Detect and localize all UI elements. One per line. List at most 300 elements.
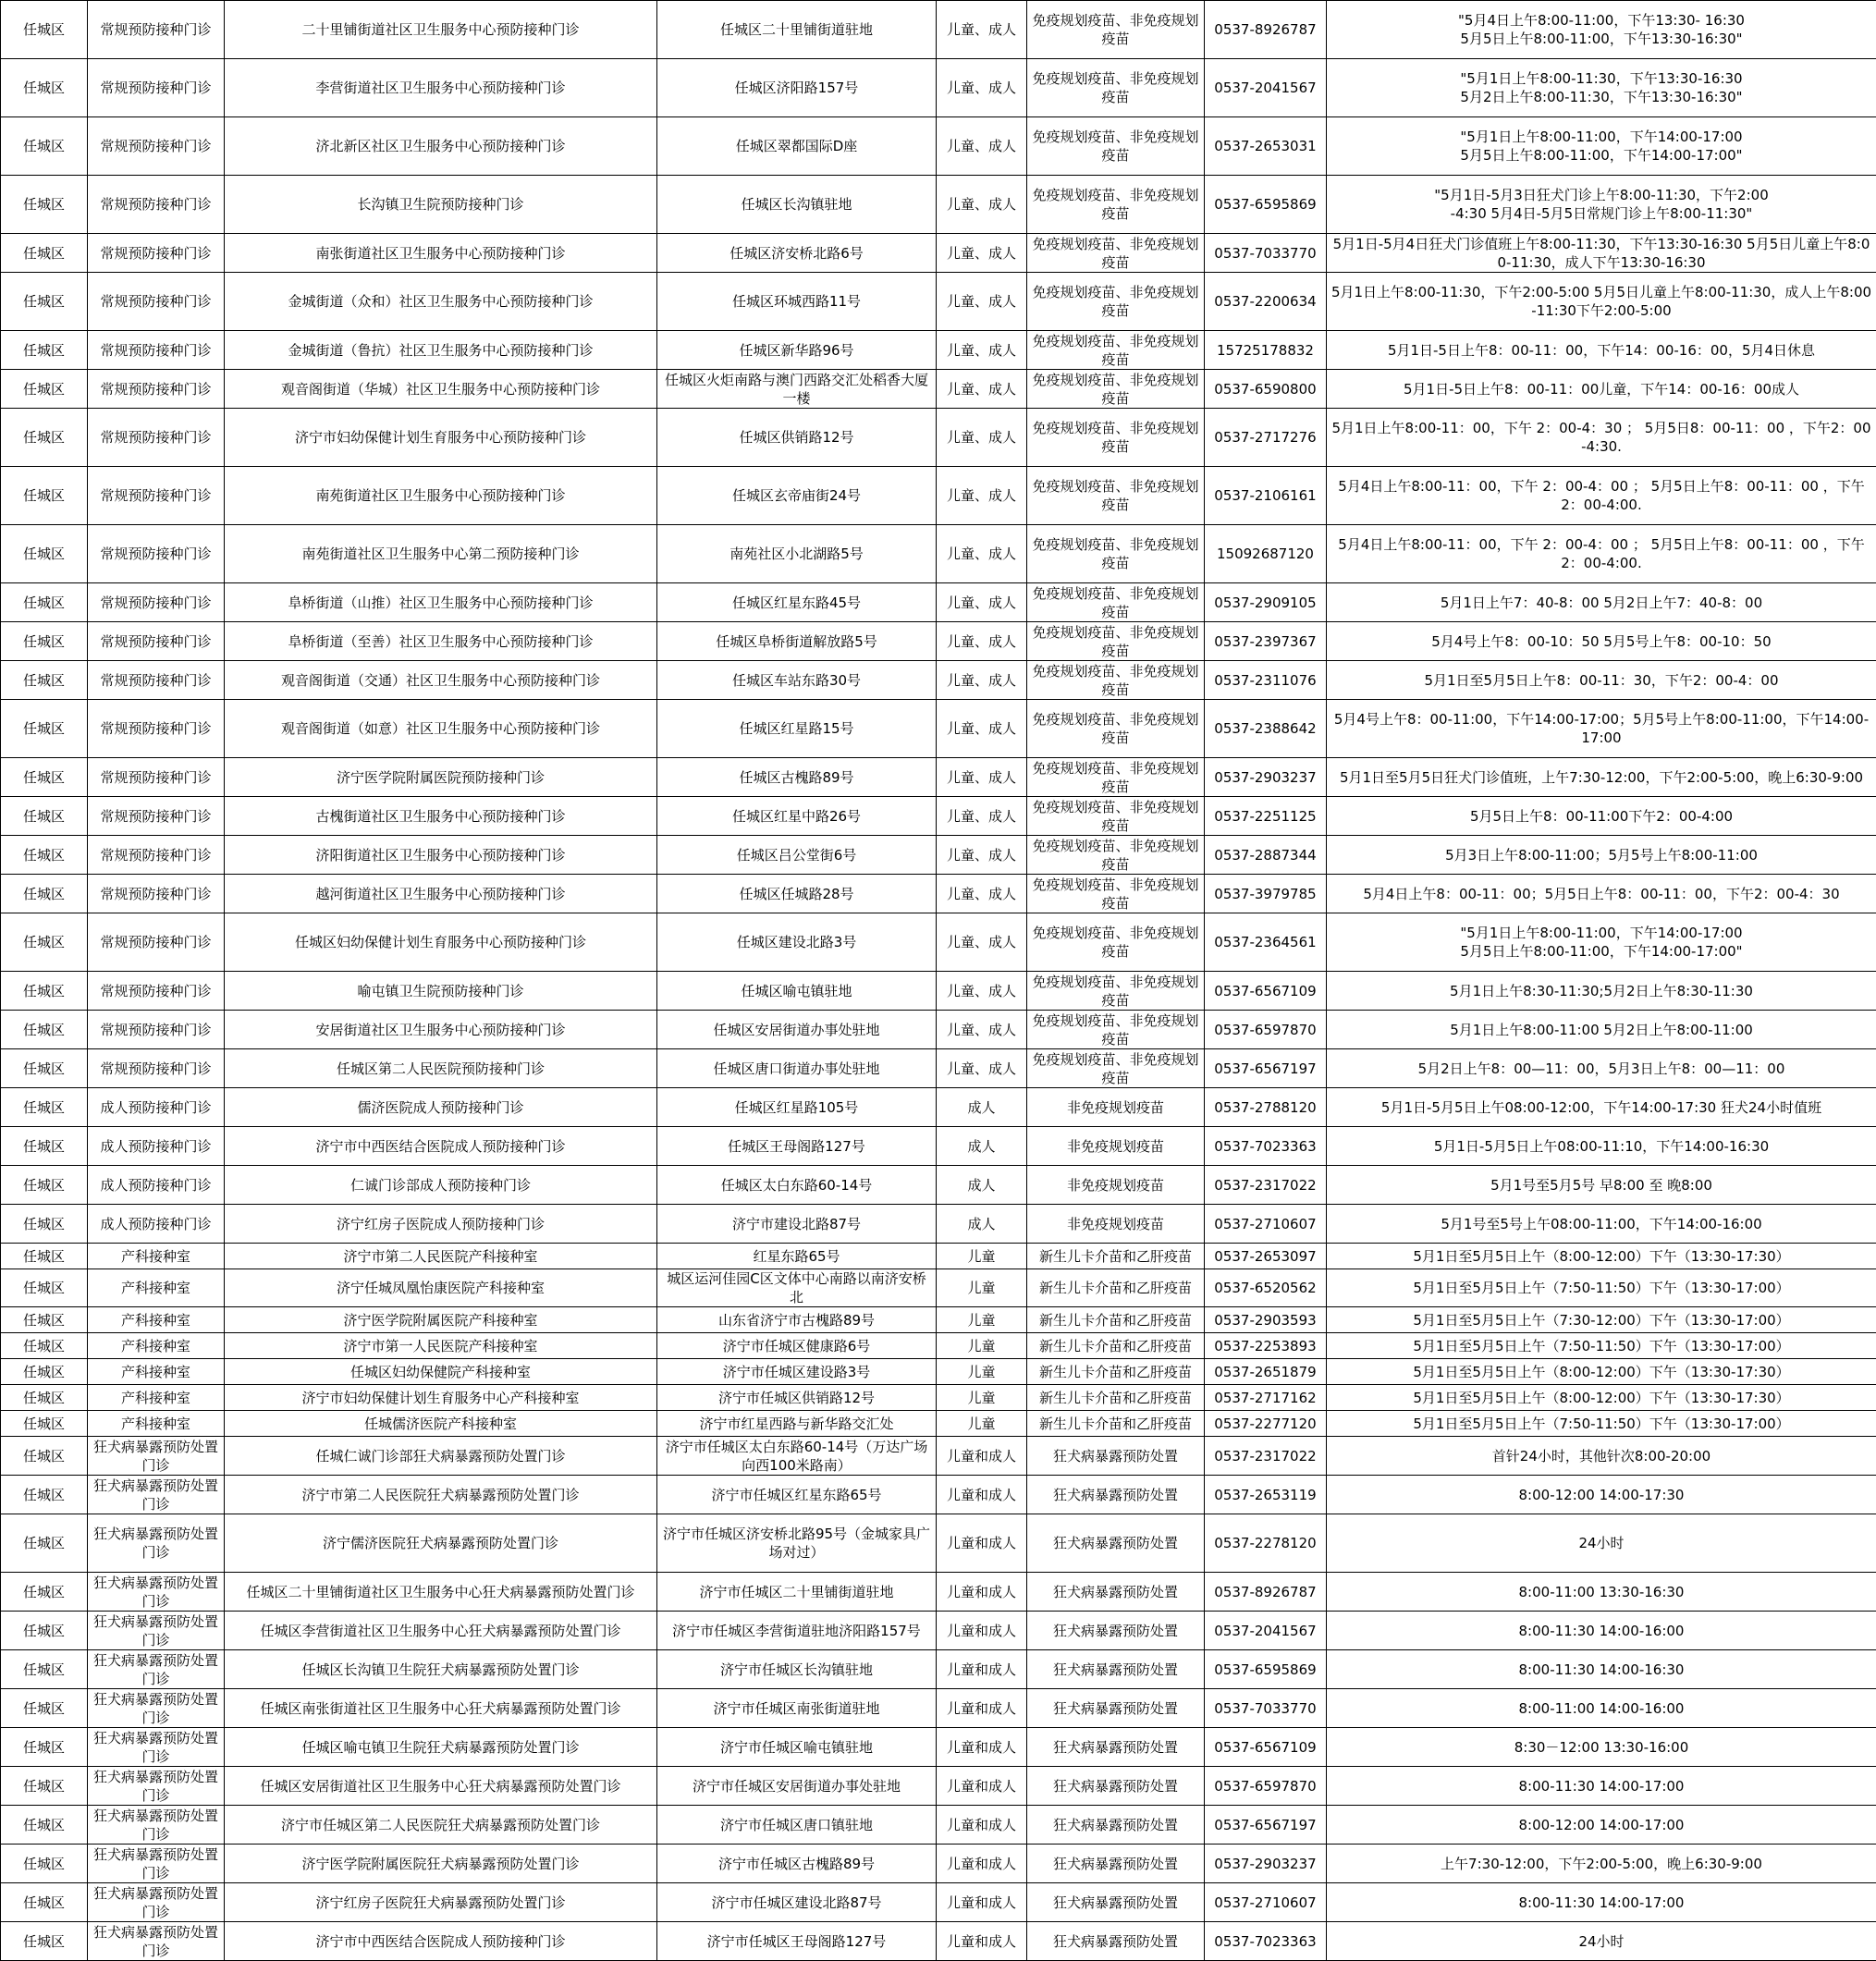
- clinic-type-cell: 产科接种室: [88, 1269, 225, 1307]
- district-cell: 任城区: [1, 836, 88, 875]
- address-cell: 任城区任城路28号: [657, 875, 937, 913]
- clinic-type-cell: 狂犬病暴露预防处置门诊: [88, 1767, 225, 1806]
- table-row: [1, 234, 1876, 273]
- clinic-type-cell: 狂犬病暴露预防处置门诊: [88, 1437, 225, 1476]
- clinic-name-cell: 阜桥街道（至善）社区卫生服务中心预防接种门诊: [225, 622, 657, 661]
- service-target-cell: 儿童和成人: [937, 1883, 1027, 1922]
- clinic-name-cell: 济宁市中西医结合医院成人预防接种门诊: [225, 1127, 657, 1166]
- clinic-name-cell: 济宁医学院附属医院预防接种门诊: [225, 758, 657, 797]
- district-cell: 任城区: [1, 234, 88, 273]
- address-cell: 济宁市任城区太白东路60-14号（万达广场向西100米路南）: [657, 1437, 937, 1476]
- address-cell: 济宁市建设北路87号: [657, 1205, 937, 1244]
- service-target-cell: 儿童: [937, 1269, 1027, 1307]
- clinic-name-cell: 任城儒济医院产科接种室: [225, 1411, 657, 1437]
- service-hours-cell: 5月5日上午8：00-11:00下午2：00-4:00: [1327, 797, 1876, 836]
- service-target-cell: 儿童: [937, 1359, 1027, 1385]
- phone-cell: 0537-2909105: [1205, 583, 1327, 622]
- service-target-cell: 儿童、成人: [937, 176, 1027, 234]
- district-cell: 任城区: [1, 1049, 88, 1088]
- district-cell: 任城区: [1, 1922, 88, 1961]
- vaccine-type-cell: 狂犬病暴露预防处置: [1027, 1883, 1205, 1922]
- service-hours-cell: 5月4日上午8:00-11：00，下午 2：00-4：00 ； 5月5日上午8：00-11：00 ，下午2：00-4:00.: [1327, 525, 1876, 583]
- phone-cell: 0537-6590800: [1205, 370, 1327, 409]
- service-target-cell: 成人: [937, 1127, 1027, 1166]
- clinic-name-cell: 安居街道社区卫生服务中心预防接种门诊: [225, 1011, 657, 1049]
- vaccine-type-cell: 免疫规划疫苗、非免疫规划疫苗: [1027, 972, 1205, 1011]
- district-cell: 任城区: [1, 622, 88, 661]
- phone-cell: 0537-2717276: [1205, 409, 1327, 467]
- vaccine-type-cell: 新生儿卡介苗和乙肝疫苗: [1027, 1385, 1205, 1411]
- district-cell: 任城区: [1, 1127, 88, 1166]
- service-hours-cell: 5月1日至5月5日上午（7:30-12:00）下午（13:30-17:00）: [1327, 1307, 1876, 1333]
- service-hours-cell: 8:00-11:00 13:30-16:30: [1327, 1573, 1876, 1612]
- address-cell: 济宁市任城区南张街道驻地: [657, 1689, 937, 1728]
- clinic-type-cell: 产科接种室: [88, 1411, 225, 1437]
- clinic-name-cell: 济宁市妇幼保健计划生育服务中心产科接种室: [225, 1385, 657, 1411]
- clinic-name-cell: 南张街道社区卫生服务中心预防接种门诊: [225, 234, 657, 273]
- service-target-cell: 成人: [937, 1166, 1027, 1205]
- table-row: [1, 467, 1876, 525]
- vaccine-type-cell: 免疫规划疫苗、非免疫规划疫苗: [1027, 467, 1205, 525]
- district-cell: 任城区: [1, 1411, 88, 1437]
- table-row: [1, 1650, 1876, 1689]
- clinic-type-cell: 常规预防接种门诊: [88, 875, 225, 913]
- vaccine-type-cell: 免疫规划疫苗、非免疫规划疫苗: [1027, 234, 1205, 273]
- phone-cell: 0537-2653119: [1205, 1476, 1327, 1514]
- clinic-name-cell: 儒济医院成人预防接种门诊: [225, 1088, 657, 1127]
- service-target-cell: 儿童、成人: [937, 409, 1027, 467]
- table-row: [1, 1269, 1876, 1307]
- address-cell: 任城区吕公堂街6号: [657, 836, 937, 875]
- address-cell: 任城区火炬南路与澳门西路交汇处稻香大厦一楼: [657, 370, 937, 409]
- clinic-name-cell: 观音阁街道（交通）社区卫生服务中心预防接种门诊: [225, 661, 657, 700]
- clinic-type-cell: 产科接种室: [88, 1333, 225, 1359]
- phone-cell: 0537-2710607: [1205, 1205, 1327, 1244]
- service-target-cell: 儿童和成人: [937, 1612, 1027, 1650]
- phone-cell: 0537-6520562: [1205, 1269, 1327, 1307]
- vaccine-type-cell: 免疫规划疫苗、非免疫规划疫苗: [1027, 409, 1205, 467]
- clinic-type-cell: 常规预防接种门诊: [88, 117, 225, 176]
- vaccine-type-cell: 狂犬病暴露预防处置: [1027, 1806, 1205, 1845]
- service-hours-cell: 上午7:30-12:00，下午2:00-5:00，晚上6:30-9:00: [1327, 1845, 1876, 1883]
- table-row: [1, 331, 1876, 370]
- clinic-name-cell: 阜桥街道（山推）社区卫生服务中心预防接种门诊: [225, 583, 657, 622]
- vaccine-type-cell: 免疫规划疫苗、非免疫规划疫苗: [1027, 875, 1205, 913]
- phone-cell: 0537-2903237: [1205, 758, 1327, 797]
- vaccine-type-cell: 非免疫规划疫苗: [1027, 1088, 1205, 1127]
- address-cell: 南苑社区小北湖路5号: [657, 525, 937, 583]
- phone-cell: 0537-6595869: [1205, 176, 1327, 234]
- clinic-type-cell: 常规预防接种门诊: [88, 234, 225, 273]
- clinic-name-cell: 济宁市中西医结合医院成人预防接种门诊: [225, 1922, 657, 1961]
- service-hours-cell: 5月1日-5月5日上午08:00-11:10，下午14:00-16:30: [1327, 1127, 1876, 1166]
- service-target-cell: 儿童: [937, 1411, 1027, 1437]
- address-cell: 任城区车站东路30号: [657, 661, 937, 700]
- service-target-cell: 儿童和成人: [937, 1437, 1027, 1476]
- address-cell: 济宁市任城区唐口镇驻地: [657, 1806, 937, 1845]
- service-target-cell: 儿童、成人: [937, 836, 1027, 875]
- vaccine-type-cell: 免疫规划疫苗、非免疫规划疫苗: [1027, 661, 1205, 700]
- service-target-cell: 儿童和成人: [937, 1922, 1027, 1961]
- service-hours-cell: 5月1号至5月5号 早8:00 至 晚8:00: [1327, 1166, 1876, 1205]
- address-cell: 任城区建设北路3号: [657, 913, 937, 972]
- vaccine-type-cell: 狂犬病暴露预防处置: [1027, 1612, 1205, 1650]
- district-cell: 任城区: [1, 1514, 88, 1573]
- phone-cell: 0537-2653097: [1205, 1244, 1327, 1269]
- table-row: [1, 1011, 1876, 1049]
- address-cell: 任城区济安桥北路6号: [657, 234, 937, 273]
- table-row: [1, 59, 1876, 117]
- phone-cell: 0537-3979785: [1205, 875, 1327, 913]
- table-row: [1, 875, 1876, 913]
- clinic-name-cell: 金城街道（鲁抗）社区卫生服务中心预防接种门诊: [225, 331, 657, 370]
- address-cell: 济宁市任城区安居街道办事处驻地: [657, 1767, 937, 1806]
- clinic-name-cell: 任城区安居街道社区卫生服务中心狂犬病暴露预防处置门诊: [225, 1767, 657, 1806]
- address-cell: 济宁市任城区健康路6号: [657, 1333, 937, 1359]
- clinic-type-cell: 常规预防接种门诊: [88, 661, 225, 700]
- vaccine-type-cell: 免疫规划疫苗、非免疫规划疫苗: [1027, 700, 1205, 758]
- vaccine-type-cell: 新生儿卡介苗和乙肝疫苗: [1027, 1359, 1205, 1385]
- service-hours-cell: 5月1日上午8:00-11：00，下午 2：00-4：30 ； 5月5日8：00-11：00 ，下午2：00-4:30.: [1327, 409, 1876, 467]
- service-target-cell: 儿童和成人: [937, 1573, 1027, 1612]
- service-target-cell: 儿童: [937, 1244, 1027, 1269]
- table-row: [1, 622, 1876, 661]
- table-row: [1, 1476, 1876, 1514]
- vaccine-type-cell: 免疫规划疫苗、非免疫规划疫苗: [1027, 525, 1205, 583]
- service-hours-cell: 5月1日上午8:00-11:00 5月2日上午8:00-11:00: [1327, 1011, 1876, 1049]
- clinic-name-cell: 任城区李营街道社区卫生服务中心狂犬病暴露预防处置门诊: [225, 1612, 657, 1650]
- service-hours-cell: 5月1日至5月5日上午（7:50-11:50）下午（13:30-17:00）: [1327, 1333, 1876, 1359]
- district-cell: 任城区: [1, 1650, 88, 1689]
- district-cell: 任城区: [1, 1806, 88, 1845]
- district-cell: 任城区: [1, 370, 88, 409]
- vaccine-type-cell: 新生儿卡介苗和乙肝疫苗: [1027, 1333, 1205, 1359]
- district-cell: 任城区: [1, 273, 88, 331]
- clinic-name-cell: 济宁医学院附属医院产科接种室: [225, 1307, 657, 1333]
- phone-cell: 0537-2903237: [1205, 1845, 1327, 1883]
- vaccine-type-cell: 狂犬病暴露预防处置: [1027, 1767, 1205, 1806]
- phone-cell: 0537-2200634: [1205, 273, 1327, 331]
- service-target-cell: 儿童、成人: [937, 1011, 1027, 1049]
- vaccine-type-cell: 新生儿卡介苗和乙肝疫苗: [1027, 1269, 1205, 1307]
- district-cell: 任城区: [1, 700, 88, 758]
- vaccine-type-cell: 免疫规划疫苗、非免疫规划疫苗: [1027, 758, 1205, 797]
- service-hours-cell: 8:30－12:00 13:30-16:00: [1327, 1728, 1876, 1767]
- district-cell: 任城区: [1, 59, 88, 117]
- vaccine-type-cell: 新生儿卡介苗和乙肝疫苗: [1027, 1307, 1205, 1333]
- table-row: [1, 1127, 1876, 1166]
- address-cell: 任城区阜桥街道解放路5号: [657, 622, 937, 661]
- table-row: [1, 1573, 1876, 1612]
- phone-cell: 0537-6567197: [1205, 1806, 1327, 1845]
- phone-cell: 0537-6597870: [1205, 1767, 1327, 1806]
- service-hours-cell: 5月1日上午8:30-11:30;5月2日上午8:30-11:30: [1327, 972, 1876, 1011]
- clinic-name-cell: 二十里铺街道社区卫生服务中心预防接种门诊: [225, 1, 657, 59]
- clinic-name-cell: 济宁红房子医院成人预防接种门诊: [225, 1205, 657, 1244]
- service-hours-cell: 8:00-11:30 14:00-16:30: [1327, 1650, 1876, 1689]
- district-cell: 任城区: [1, 583, 88, 622]
- service-hours-cell: 8:00-11:00 14:00-16:00: [1327, 1689, 1876, 1728]
- clinic-type-cell: 狂犬病暴露预防处置门诊: [88, 1728, 225, 1767]
- service-target-cell: 儿童、成人: [937, 758, 1027, 797]
- service-target-cell: 儿童: [937, 1307, 1027, 1333]
- clinic-type-cell: 常规预防接种门诊: [88, 1049, 225, 1088]
- district-cell: 任城区: [1, 913, 88, 972]
- address-cell: 济宁市任城区红星东路65号: [657, 1476, 937, 1514]
- service-hours-cell: "5月1日上午8:00-11:30，下午13:30-16:30 5月2日上午8:00-11:30，下午13:30-16:30": [1327, 59, 1876, 117]
- address-cell: 任城区环城西路11号: [657, 273, 937, 331]
- clinic-type-cell: 常规预防接种门诊: [88, 797, 225, 836]
- table-row: [1, 700, 1876, 758]
- clinic-name-cell: 任城区第二人民医院预防接种门诊: [225, 1049, 657, 1088]
- district-cell: 任城区: [1, 1088, 88, 1127]
- clinic-type-cell: 狂犬病暴露预防处置门诊: [88, 1650, 225, 1689]
- address-cell: 济宁市任城区供销路12号: [657, 1385, 937, 1411]
- clinic-type-cell: 常规预防接种门诊: [88, 972, 225, 1011]
- service-target-cell: 儿童: [937, 1385, 1027, 1411]
- address-cell: 任城区古槐路89号: [657, 758, 937, 797]
- service-hours-cell: 8:00-11:30 14:00-17:00: [1327, 1883, 1876, 1922]
- service-hours-cell: 5月1日-5月5日上午08:00-12:00，下午14:00-17:30 狂犬24小时值班: [1327, 1088, 1876, 1127]
- clinic-type-cell: 狂犬病暴露预防处置门诊: [88, 1689, 225, 1728]
- vaccine-type-cell: 狂犬病暴露预防处置: [1027, 1573, 1205, 1612]
- address-cell: 红星东路65号: [657, 1244, 937, 1269]
- district-cell: 任城区: [1, 1767, 88, 1806]
- service-hours-cell: "5月4日上午8:00-11:00，下午13:30- 16:30 5月5日上午8:00-11:00，下午13:30-16:30": [1327, 1, 1876, 59]
- vaccine-type-cell: 非免疫规划疫苗: [1027, 1127, 1205, 1166]
- table-row: [1, 1922, 1876, 1961]
- service-target-cell: 儿童、成人: [937, 234, 1027, 273]
- clinic-name-cell: 济北新区社区卫生服务中心预防接种门诊: [225, 117, 657, 176]
- clinic-type-cell: 产科接种室: [88, 1385, 225, 1411]
- table-row: [1, 1166, 1876, 1205]
- phone-cell: 0537-6595869: [1205, 1650, 1327, 1689]
- address-cell: 任城区红星路15号: [657, 700, 937, 758]
- table-row: [1, 797, 1876, 836]
- district-cell: 任城区: [1, 661, 88, 700]
- table-row: [1, 1612, 1876, 1650]
- service-target-cell: 儿童和成人: [937, 1728, 1027, 1767]
- phone-cell: 0537-6597870: [1205, 1011, 1327, 1049]
- address-cell: 任城区太白东路60-14号: [657, 1166, 937, 1205]
- clinic-type-cell: 常规预防接种门诊: [88, 59, 225, 117]
- phone-cell: 0537-2317022: [1205, 1166, 1327, 1205]
- table-row: [1, 1437, 1876, 1476]
- vaccine-type-cell: 非免疫规划疫苗: [1027, 1205, 1205, 1244]
- phone-cell: 0537-2903593: [1205, 1307, 1327, 1333]
- service-hours-cell: 5月4日上午8：00-11：00；5月5日上午8：00-11：00，下午2：00-4：30: [1327, 875, 1876, 913]
- district-cell: 任城区: [1, 1244, 88, 1269]
- district-cell: 任城区: [1, 875, 88, 913]
- service-hours-cell: 5月1日至5月5日上午（8:00-12:00）下午（13:30-17:30）: [1327, 1359, 1876, 1385]
- address-cell: 山东省济宁市古槐路89号: [657, 1307, 937, 1333]
- service-hours-cell: 24小时: [1327, 1922, 1876, 1961]
- district-cell: 任城区: [1, 467, 88, 525]
- table-row: [1, 1845, 1876, 1883]
- clinic-type-cell: 常规预防接种门诊: [88, 525, 225, 583]
- service-target-cell: 成人: [937, 1088, 1027, 1127]
- district-cell: 任城区: [1, 176, 88, 234]
- address-cell: 济宁市任城区古槐路89号: [657, 1845, 937, 1883]
- service-hours-cell: 5月1日至5月5日上午（8:00-12:00）下午（13:30-17:30）: [1327, 1385, 1876, 1411]
- clinic-name-cell: 任城区妇幼保健计划生育服务中心预防接种门诊: [225, 913, 657, 972]
- phone-cell: 0537-2388642: [1205, 700, 1327, 758]
- service-target-cell: 儿童、成人: [937, 273, 1027, 331]
- service-hours-cell: 5月1日-5日上午8：00-11：00儿童，下午14：00-16：00成人: [1327, 370, 1876, 409]
- phone-cell: 0537-2041567: [1205, 59, 1327, 117]
- district-cell: 任城区: [1, 331, 88, 370]
- phone-cell: 0537-2278120: [1205, 1514, 1327, 1573]
- vaccine-type-cell: 免疫规划疫苗、非免疫规划疫苗: [1027, 176, 1205, 234]
- clinic-type-cell: 常规预防接种门诊: [88, 176, 225, 234]
- address-cell: 任城区红星路105号: [657, 1088, 937, 1127]
- table-row: [1, 1514, 1876, 1573]
- address-cell: 任城区王母阁路127号: [657, 1127, 937, 1166]
- clinic-type-cell: 狂犬病暴露预防处置门诊: [88, 1922, 225, 1961]
- service-hours-cell: 5月1日-5日上午8：00-11：00，下午14：00-16：00，5月4日休息: [1327, 331, 1876, 370]
- service-target-cell: 儿童和成人: [937, 1845, 1027, 1883]
- phone-cell: 0537-2251125: [1205, 797, 1327, 836]
- clinic-type-cell: 成人预防接种门诊: [88, 1205, 225, 1244]
- address-cell: 济宁市任城区济安桥北路95号（金城家具广场对过）: [657, 1514, 937, 1573]
- district-cell: 任城区: [1, 1166, 88, 1205]
- service-hours-cell: 8:00-11:30 14:00-16:00: [1327, 1612, 1876, 1650]
- clinic-name-cell: 任城仁诚门诊部狂犬病暴露预防处置门诊: [225, 1437, 657, 1476]
- service-target-cell: 儿童、成人: [937, 59, 1027, 117]
- table-row: [1, 1806, 1876, 1845]
- phone-cell: 0537-6567197: [1205, 1049, 1327, 1088]
- service-hours-cell: 8:00-12:00 14:00-17:30: [1327, 1476, 1876, 1514]
- clinic-type-cell: 狂犬病暴露预防处置门诊: [88, 1883, 225, 1922]
- service-hours-cell: 5月3日上午8:00-11:00；5月5号上午8:00-11:00: [1327, 836, 1876, 875]
- phone-cell: 0537-2788120: [1205, 1088, 1327, 1127]
- clinic-type-cell: 常规预防接种门诊: [88, 622, 225, 661]
- district-cell: 任城区: [1, 1728, 88, 1767]
- table-row: [1, 1689, 1876, 1728]
- address-cell: 任城区翠都国际D座: [657, 117, 937, 176]
- vaccine-type-cell: 免疫规划疫苗、非免疫规划疫苗: [1027, 370, 1205, 409]
- clinic-type-cell: 成人预防接种门诊: [88, 1166, 225, 1205]
- service-target-cell: 儿童、成人: [937, 467, 1027, 525]
- clinic-type-cell: 常规预防接种门诊: [88, 409, 225, 467]
- district-cell: 任城区: [1, 1385, 88, 1411]
- service-hours-cell: 5月1日至5月5日上午（7:50-11:50）下午（13:30-17:00）: [1327, 1411, 1876, 1437]
- vaccine-type-cell: 狂犬病暴露预防处置: [1027, 1514, 1205, 1573]
- district-cell: 任城区: [1, 409, 88, 467]
- phone-cell: 0537-2397367: [1205, 622, 1327, 661]
- address-cell: 任城区安居街道办事处驻地: [657, 1011, 937, 1049]
- clinic-type-cell: 常规预防接种门诊: [88, 467, 225, 525]
- phone-cell: 0537-2311076: [1205, 661, 1327, 700]
- service-hours-cell: 5月2日上午8：00—11：00，5月3日上午8：00—11：00: [1327, 1049, 1876, 1088]
- clinic-type-cell: 成人预防接种门诊: [88, 1088, 225, 1127]
- table-row: [1, 176, 1876, 234]
- service-hours-cell: "5月1日上午8:00-11:00，下午14:00-17:00 5月5日上午8:00-11:00，下午14:00-17:00": [1327, 117, 1876, 176]
- clinic-type-cell: 常规预防接种门诊: [88, 758, 225, 797]
- clinic-type-cell: 常规预防接种门诊: [88, 836, 225, 875]
- service-target-cell: 儿童、成人: [937, 661, 1027, 700]
- district-cell: 任城区: [1, 1845, 88, 1883]
- district-cell: 任城区: [1, 117, 88, 176]
- vaccine-type-cell: 免疫规划疫苗、非免疫规划疫苗: [1027, 117, 1205, 176]
- table-row: [1, 273, 1876, 331]
- clinic-name-cell: 济宁市第一人民医院产科接种室: [225, 1333, 657, 1359]
- clinic-name-cell: 金城街道（众和）社区卫生服务中心预防接种门诊: [225, 273, 657, 331]
- clinic-type-cell: 常规预防接种门诊: [88, 273, 225, 331]
- phone-cell: 0537-2651879: [1205, 1359, 1327, 1385]
- service-hours-cell: 24小时: [1327, 1514, 1876, 1573]
- clinic-name-cell: 济阳街道社区卫生服务中心预防接种门诊: [225, 836, 657, 875]
- service-target-cell: 儿童、成人: [937, 1049, 1027, 1088]
- address-cell: 任城区二十里铺街道驻地: [657, 1, 937, 59]
- table-row: [1, 972, 1876, 1011]
- clinic-type-cell: 狂犬病暴露预防处置门诊: [88, 1806, 225, 1845]
- district-cell: 任城区: [1, 797, 88, 836]
- table-row: [1, 836, 1876, 875]
- clinic-type-cell: 产科接种室: [88, 1359, 225, 1385]
- phone-cell: 15092687120: [1205, 525, 1327, 583]
- service-target-cell: 儿童、成人: [937, 331, 1027, 370]
- address-cell: 任城区供销路12号: [657, 409, 937, 467]
- clinic-name-cell: 越河街道社区卫生服务中心预防接种门诊: [225, 875, 657, 913]
- clinic-type-cell: 常规预防接种门诊: [88, 1011, 225, 1049]
- table-row: [1, 758, 1876, 797]
- clinic-type-cell: 常规预防接种门诊: [88, 700, 225, 758]
- clinic-name-cell: 任城区长沟镇卫生院狂犬病暴露预防处置门诊: [225, 1650, 657, 1689]
- phone-cell: 15725178832: [1205, 331, 1327, 370]
- clinic-name-cell: 李营街道社区卫生服务中心预防接种门诊: [225, 59, 657, 117]
- vaccine-type-cell: 狂犬病暴露预防处置: [1027, 1728, 1205, 1767]
- clinic-type-cell: 产科接种室: [88, 1307, 225, 1333]
- table-row: [1, 1767, 1876, 1806]
- phone-cell: 0537-7033770: [1205, 1689, 1327, 1728]
- vaccine-type-cell: 狂犬病暴露预防处置: [1027, 1689, 1205, 1728]
- vaccine-type-cell: 狂犬病暴露预防处置: [1027, 1845, 1205, 1883]
- clinic-type-cell: 常规预防接种门诊: [88, 1, 225, 59]
- clinic-name-cell: 济宁儒济医院狂犬病暴露预防处置门诊: [225, 1514, 657, 1573]
- district-cell: 任城区: [1, 1359, 88, 1385]
- district-cell: 任城区: [1, 1011, 88, 1049]
- phone-cell: 0537-7033770: [1205, 234, 1327, 273]
- service-hours-cell: "5月1日-5月3日狂犬门诊上午8:00-11:30，下午2:00 -4:30 5月4日-5月5日常规门诊上午8:00-11:30": [1327, 176, 1876, 234]
- vaccine-type-cell: 狂犬病暴露预防处置: [1027, 1437, 1205, 1476]
- table-row: [1, 1333, 1876, 1359]
- address-cell: 济宁市任城区喻屯镇驻地: [657, 1728, 937, 1767]
- phone-cell: 0537-2253893: [1205, 1333, 1327, 1359]
- address-cell: 任城区玄帝庙街24号: [657, 467, 937, 525]
- clinic-name-cell: 任城区南张街道社区卫生服务中心狂犬病暴露预防处置门诊: [225, 1689, 657, 1728]
- service-target-cell: 儿童和成人: [937, 1514, 1027, 1573]
- address-cell: 任城区济阳路157号: [657, 59, 937, 117]
- table-row: [1, 525, 1876, 583]
- clinic-type-cell: 常规预防接种门诊: [88, 583, 225, 622]
- service-target-cell: 儿童、成人: [937, 1, 1027, 59]
- vaccine-type-cell: 免疫规划疫苗、非免疫规划疫苗: [1027, 913, 1205, 972]
- clinic-type-cell: 常规预防接种门诊: [88, 370, 225, 409]
- vaccine-type-cell: 免疫规划疫苗、非免疫规划疫苗: [1027, 273, 1205, 331]
- service-hours-cell: 8:00-12:00 14:00-17:00: [1327, 1806, 1876, 1845]
- table-row: [1, 1411, 1876, 1437]
- vaccine-type-cell: 免疫规划疫苗、非免疫规划疫苗: [1027, 797, 1205, 836]
- vaccine-type-cell: 新生儿卡介苗和乙肝疫苗: [1027, 1244, 1205, 1269]
- address-cell: 任城区长沟镇驻地: [657, 176, 937, 234]
- service-target-cell: 儿童和成人: [937, 1689, 1027, 1728]
- vaccine-type-cell: 免疫规划疫苗、非免疫规划疫苗: [1027, 622, 1205, 661]
- phone-cell: 0537-6567109: [1205, 1728, 1327, 1767]
- clinic-name-cell: 观音阁街道（华城）社区卫生服务中心预防接种门诊: [225, 370, 657, 409]
- service-target-cell: 儿童和成人: [937, 1476, 1027, 1514]
- service-target-cell: 儿童、成人: [937, 117, 1027, 176]
